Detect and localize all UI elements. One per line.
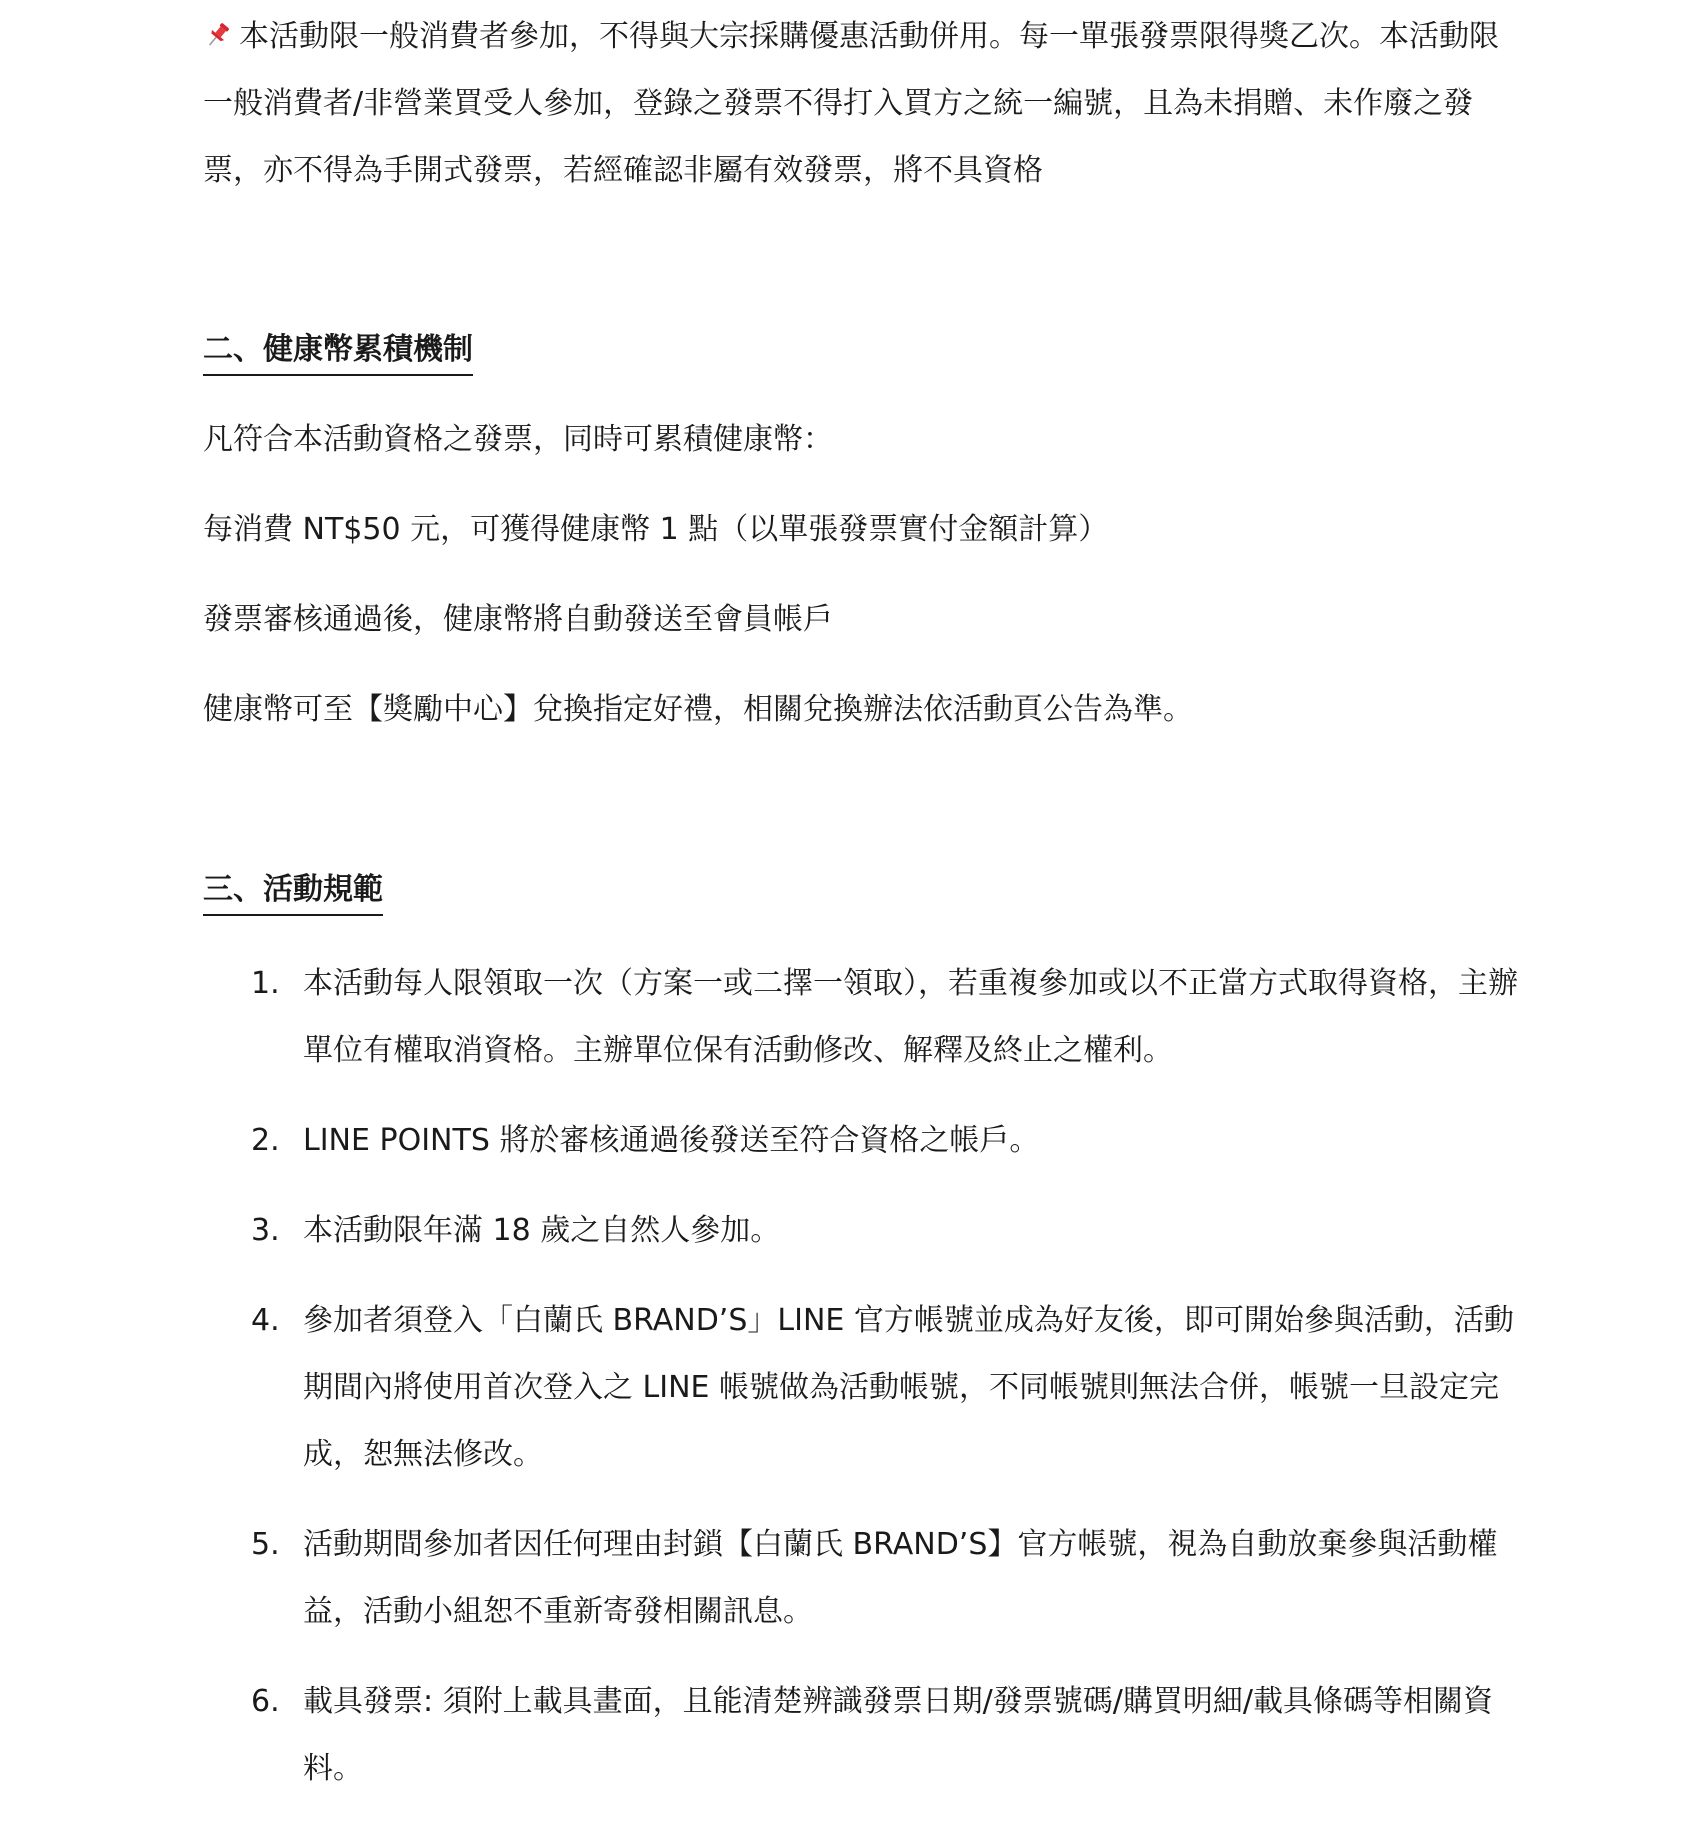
rule-item [203, 1511, 1533, 1645]
rule-item [203, 1668, 1533, 1802]
rule-text: 本活動每人限領取一次（方案一或二擇一領取），若重複參加或以不正當方式取得資格，主辦單位有權取消資格。主辦單位保有活動修改、解釋及終止之權利。 [303, 966, 1518, 1068]
rule-item [203, 1287, 1533, 1488]
section-heading-2: 二、健康幣累積機制 [203, 330, 473, 376]
rule-text: LINE POINTS 將於審核通過後發送至符合資格之帳戶。 [303, 1123, 1040, 1158]
rule-number: 3. [251, 1213, 280, 1248]
rule-text: 載具發票: 須附上載具畫面，且能清楚辨識發票日期/發票號碼/購買明細/載具條碼等相關資料。 [303, 1684, 1493, 1786]
rule-number: 1. [251, 966, 280, 1001]
rule-item [203, 950, 1533, 1084]
rule-text: 本活動限年滿 18 歲之自然人參加。 [303, 1213, 781, 1248]
pushpin-icon [203, 3, 233, 70]
section2-line-1: 凡符合本活動資格之發票，同時可累積健康幣： [203, 422, 833, 457]
intro-paragraph [203, 3, 1513, 204]
section2-line-4: 健康幣可至【獎勵中心】兌換指定好禮，相關兌換辦法依活動頁公告為準。 [203, 692, 1193, 727]
rule-number: 6. [251, 1684, 280, 1719]
rule-text: 參加者須登入「白蘭氏 BRAND’S」LINE 官方帳號並成為好友後，即可開始參與活動，活動期間內將使用首次登入之 LINE 帳號做為活動帳號，不同帳號則無法合併，帳號一旦設定完成，恕無法修改。 [303, 1303, 1514, 1472]
section-heading-3: 三、活動規範 [203, 870, 383, 916]
rule-number: 5. [251, 1527, 280, 1562]
rule-item [203, 1107, 1533, 1174]
section2-line-2: 每消費 NT$50 元，可獲得健康幣 1 點（以單張發票實付金額計算） [203, 512, 1109, 547]
rule-text: 活動期間參加者因任何理由封鎖【白蘭氏 BRAND’S】官方帳號，視為自動放棄參與活動權益，活動小組恕不重新寄發相關訊息。 [303, 1527, 1498, 1629]
intro-text: 本活動限一般消費者參加，不得與大宗採購優惠活動併用。每一單張發票限得獎乙次。本活動限一般消費者/非營業買受人參加，登錄之發票不得打入買方之統一編號，且為未捐贈、未作廢之發票，亦不得為手開式發票，若經確認非屬有效發票，將不具資格 [203, 19, 1499, 188]
section2-line-3: 發票審核通過後，健康幣將自動發送至會員帳戶 [203, 602, 833, 637]
rule-number: 4. [251, 1303, 280, 1338]
rule-number: 2. [251, 1123, 280, 1158]
rules-list [203, 950, 1533, 1825]
rule-item [203, 1197, 1533, 1264]
